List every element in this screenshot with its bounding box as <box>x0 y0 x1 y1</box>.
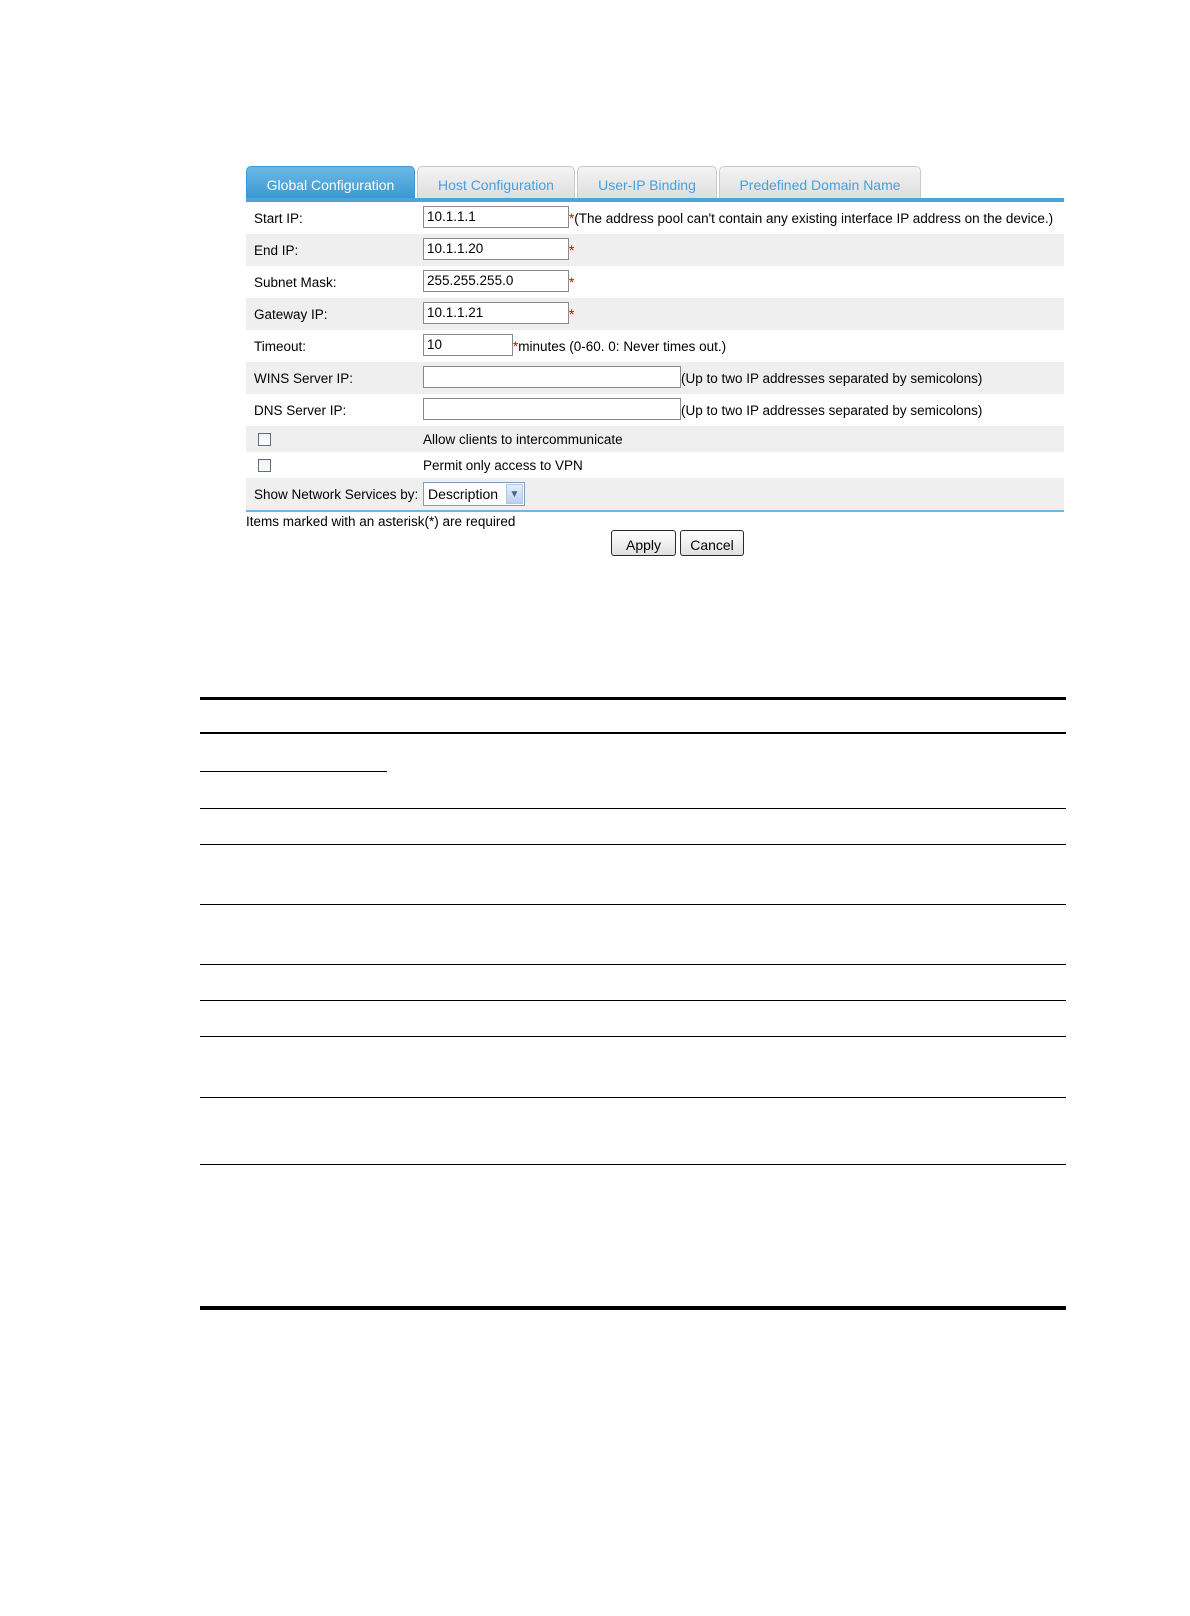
show-services-label: Show Network Services by: <box>254 486 419 502</box>
required-asterisk: * <box>569 274 575 290</box>
hint-text: (The address pool can't contain any existing interface IP address on the device.) <box>574 210 1054 226</box>
subnet-mask-label: Subnet Mask: <box>254 274 337 290</box>
apply-button[interactable]: Apply <box>611 530 676 556</box>
table-row-rule <box>200 1097 1066 1098</box>
gateway-ip-input[interactable]: 10.1.1.21 <box>423 302 569 324</box>
required-asterisk: * <box>513 338 519 354</box>
table-partial-rule <box>200 771 387 772</box>
timeout-label: Timeout: <box>254 338 307 354</box>
dhcp-global-config-panel <box>246 162 1064 553</box>
wins-server-hint: (Up to two IP addresses separated by semicolons) <box>681 370 983 386</box>
tab-predefined-domain-name[interactable] <box>719 166 921 198</box>
permit-vpn-checkbox[interactable] <box>258 459 271 472</box>
wins-server-row <box>246 362 1064 394</box>
table-row-rule <box>200 808 1066 809</box>
table-row-rule <box>200 1036 1066 1037</box>
gateway-ip-row <box>246 298 1064 330</box>
table-top-rule <box>200 697 1066 700</box>
dns-server-hint: (Up to two IP addresses separated by semicolons) <box>681 402 983 418</box>
tab-host-configuration[interactable] <box>417 166 575 198</box>
required-note: Items marked with an asterisk(*) are required <box>246 514 516 529</box>
end-ip-row <box>246 234 1064 266</box>
dns-server-input[interactable] <box>423 398 681 420</box>
tab-label: User-IP Binding <box>598 177 696 193</box>
action-buttons <box>611 530 744 556</box>
start-ip-input[interactable]: 10.1.1.1 <box>423 206 569 228</box>
gateway-ip-label: Gateway IP: <box>254 306 328 322</box>
table-row-rule <box>200 844 1066 845</box>
show-services-row <box>246 478 1064 510</box>
show-services-select[interactable] <box>423 482 525 506</box>
tab-label: Host Configuration <box>438 177 554 193</box>
tab-bar <box>246 162 1064 202</box>
end-ip-label: End IP: <box>254 242 299 258</box>
allow-intercommunicate-checkbox[interactable] <box>258 433 271 446</box>
end-ip-input[interactable]: 10.1.1.20 <box>423 238 569 260</box>
tab-global-configuration[interactable] <box>246 166 415 198</box>
select-value: Description <box>428 486 499 502</box>
table-row-rule <box>200 904 1066 905</box>
start-ip-row <box>246 202 1064 234</box>
wins-server-label: WINS Server IP: <box>254 370 354 386</box>
subnet-mask-input[interactable]: 255.255.255.0 <box>423 270 569 292</box>
panel-bottom-rule <box>246 510 1064 512</box>
allow-intercommunicate-label: Allow clients to intercommunicate <box>423 431 623 447</box>
start-ip-label: Start IP: <box>254 210 303 226</box>
timeout-row <box>246 330 1064 362</box>
start-ip-hint <box>569 211 1053 226</box>
wins-server-input[interactable] <box>423 366 681 388</box>
cancel-button[interactable]: Cancel <box>680 530 744 556</box>
timeout-input[interactable]: 10 <box>423 334 513 356</box>
subnet-mask-row <box>246 266 1064 298</box>
required-asterisk: * <box>569 210 575 226</box>
tab-label: Global Configuration <box>266 177 395 193</box>
timeout-hint <box>513 339 726 354</box>
chevron-down-icon[interactable]: ▼ <box>506 484 523 504</box>
required-asterisk: * <box>569 306 575 322</box>
table-header-rule <box>200 732 1066 734</box>
permit-vpn-row <box>246 452 1064 478</box>
required-asterisk: * <box>569 242 575 258</box>
hint-text: minutes (0-60. 0: Never times out.) <box>518 338 727 354</box>
allow-intercommunicate-row <box>246 426 1064 452</box>
dns-server-label: DNS Server IP: <box>254 402 347 418</box>
dns-server-row <box>246 394 1064 426</box>
table-row-rule <box>200 1000 1066 1001</box>
tab-user-ip-binding[interactable] <box>577 166 717 198</box>
table-row-rule <box>200 964 1066 965</box>
permit-vpn-label: Permit only access to VPN <box>423 457 583 473</box>
table-bottom-rule <box>200 1306 1066 1310</box>
tab-label: Predefined Domain Name <box>739 177 901 193</box>
table-row-rule <box>200 1164 1066 1165</box>
